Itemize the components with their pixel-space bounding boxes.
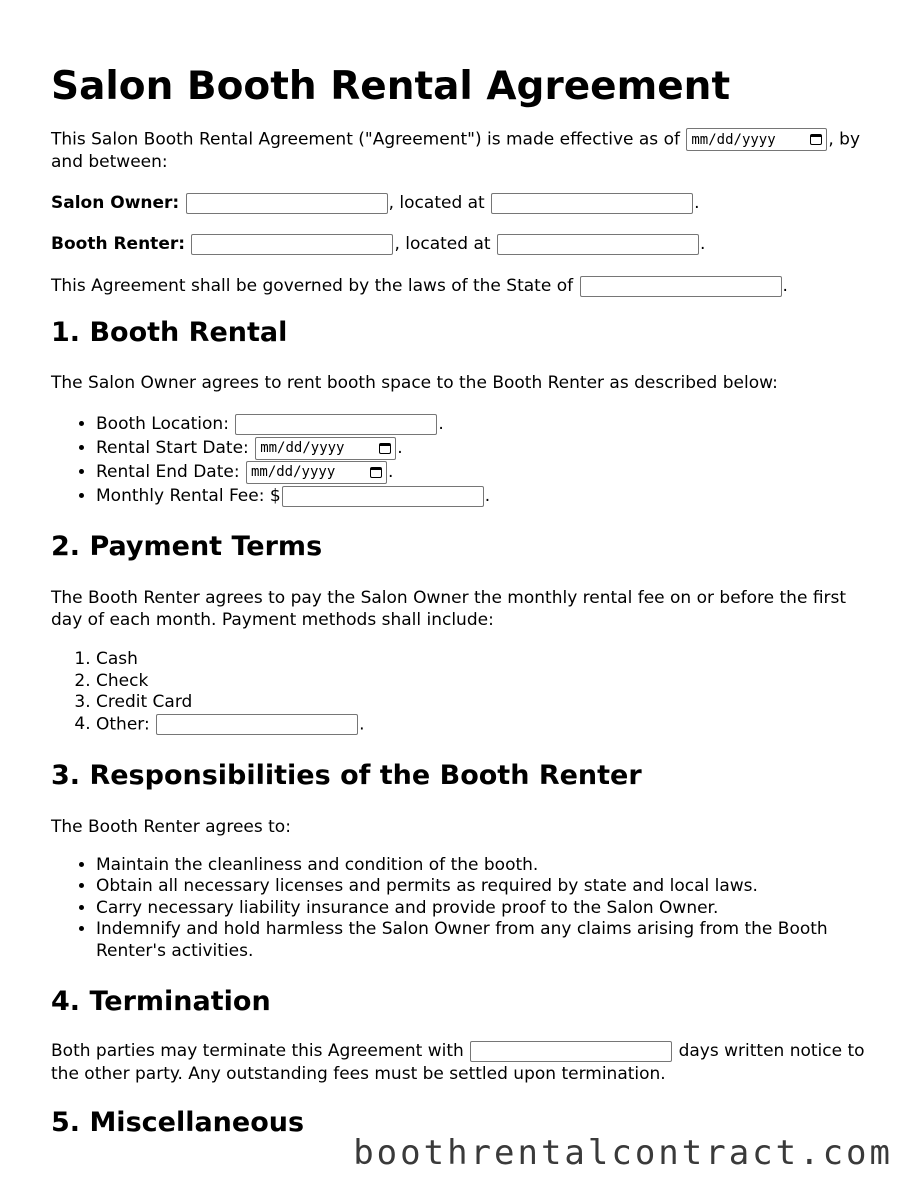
section-booth-rental-heading: 1. Booth Rental bbox=[51, 317, 288, 348]
termination-text bbox=[51, 1040, 871, 1086]
list-item: • Obtain all necessary licenses and permits as required by state and local laws. bbox=[96, 876, 871, 898]
period: . bbox=[782, 276, 788, 296]
date-placeholder: mm/dd/yyyy bbox=[691, 131, 776, 148]
calendar-icon[interactable] bbox=[379, 443, 391, 454]
list-item bbox=[96, 460, 871, 484]
booth-location-input[interactable] bbox=[235, 414, 437, 435]
other-payment-input[interactable] bbox=[156, 714, 358, 735]
period: . bbox=[484, 486, 491, 506]
list-item: • Indemnify and hold harmless the Salon Owner from any claims arising from the Booth Renter's activities. bbox=[96, 919, 871, 962]
termination-text-before: Both parties may terminate this Agreement with bbox=[51, 1041, 464, 1061]
responsibilities-text: The Booth Renter agrees to: bbox=[51, 816, 291, 837]
intro-text: This Salon Booth Rental Agreement ("Agreement") is made effective as of bbox=[51, 129, 680, 150]
salon-owner-address-input[interactable] bbox=[491, 193, 693, 214]
effective-date-input[interactable] bbox=[686, 128, 827, 151]
period: . bbox=[359, 714, 365, 734]
section-termination-heading: 4. Termination bbox=[51, 986, 271, 1017]
state-input[interactable] bbox=[580, 276, 782, 297]
payment-terms-text: The Booth Renter agrees to pay the Salon Owner the monthly rental fee on or before the first day of each month. Payment methods shall include: bbox=[51, 588, 847, 630]
period: . bbox=[397, 438, 403, 458]
payment-method-item: 1. Cash bbox=[96, 649, 871, 671]
monthly-fee-input[interactable] bbox=[282, 486, 484, 507]
salon-owner-label: Salon Owner: bbox=[51, 193, 180, 213]
responsibilities-list bbox=[51, 855, 871, 963]
list-item: • Maintain the cleanliness and condition of the booth. bbox=[96, 855, 871, 877]
rental-end-date-input[interactable] bbox=[246, 461, 387, 484]
date-placeholder: mm/dd/yyyy bbox=[260, 440, 345, 456]
period: . bbox=[694, 193, 700, 213]
section-responsibilities-heading: 3. Responsibilities of the Booth Renter bbox=[51, 759, 642, 791]
list-item bbox=[96, 484, 871, 508]
page-title: Salon Booth Rental Agreement bbox=[51, 64, 731, 109]
booth-details-list bbox=[51, 412, 871, 508]
booth-renter-line bbox=[51, 233, 871, 255]
payment-methods-list bbox=[51, 649, 871, 736]
booth-rental-description: The Salon Owner agrees to rent booth space to the Booth Renter as described below: bbox=[51, 373, 778, 393]
governing-law-line bbox=[51, 275, 871, 297]
payment-method-item: 2. Check bbox=[96, 671, 871, 693]
intro-text-after: , by and between: bbox=[51, 129, 861, 172]
booth-renter-label: Booth Renter: bbox=[51, 234, 186, 254]
section-miscellaneous-heading: 5. Miscellaneous bbox=[51, 1107, 305, 1138]
notice-days-input[interactable] bbox=[470, 1041, 672, 1062]
governing-law-text: This Agreement shall be governed by the laws of the State of bbox=[51, 276, 574, 296]
rental-end-label: Rental End Date: bbox=[96, 462, 240, 482]
payment-method-item bbox=[96, 714, 871, 736]
monthly-fee-label: Monthly Rental Fee: $ bbox=[96, 486, 281, 506]
list-item bbox=[96, 436, 871, 460]
date-placeholder: mm/dd/yyyy bbox=[250, 464, 336, 480]
booth-renter-address-input[interactable] bbox=[497, 234, 699, 255]
section-payment-terms-heading: 2. Payment Terms bbox=[51, 531, 323, 562]
watermark: boothrentalcontract.com bbox=[353, 1133, 893, 1173]
list-item: • Carry necessary liability insurance and provide proof to the Salon Owner. bbox=[96, 898, 871, 920]
rental-start-label: Rental Start Date: bbox=[96, 438, 249, 458]
period: . bbox=[387, 462, 394, 482]
salon-owner-name-input[interactable] bbox=[186, 193, 388, 214]
list-item bbox=[96, 412, 871, 436]
payment-method-item: 3. Credit Card bbox=[96, 692, 871, 714]
calendar-icon[interactable] bbox=[370, 467, 382, 478]
booth-renter-name-input[interactable] bbox=[191, 234, 393, 255]
located-at-text: , located at bbox=[394, 234, 491, 254]
termination-text-after: days written notice to the other party. Any outstanding fees must be settled upon termination. bbox=[51, 1041, 865, 1084]
other-label: Other: bbox=[96, 714, 150, 734]
period: . bbox=[438, 414, 444, 434]
intro-paragraph bbox=[51, 128, 871, 173]
rental-start-date-input[interactable] bbox=[255, 437, 396, 460]
located-at-text: , located at bbox=[388, 193, 485, 213]
salon-owner-line bbox=[51, 192, 871, 214]
period: . bbox=[699, 234, 706, 254]
calendar-icon[interactable] bbox=[810, 134, 822, 145]
booth-location-label: Booth Location: bbox=[96, 414, 229, 434]
agreement-document bbox=[51, 0, 871, 1140]
